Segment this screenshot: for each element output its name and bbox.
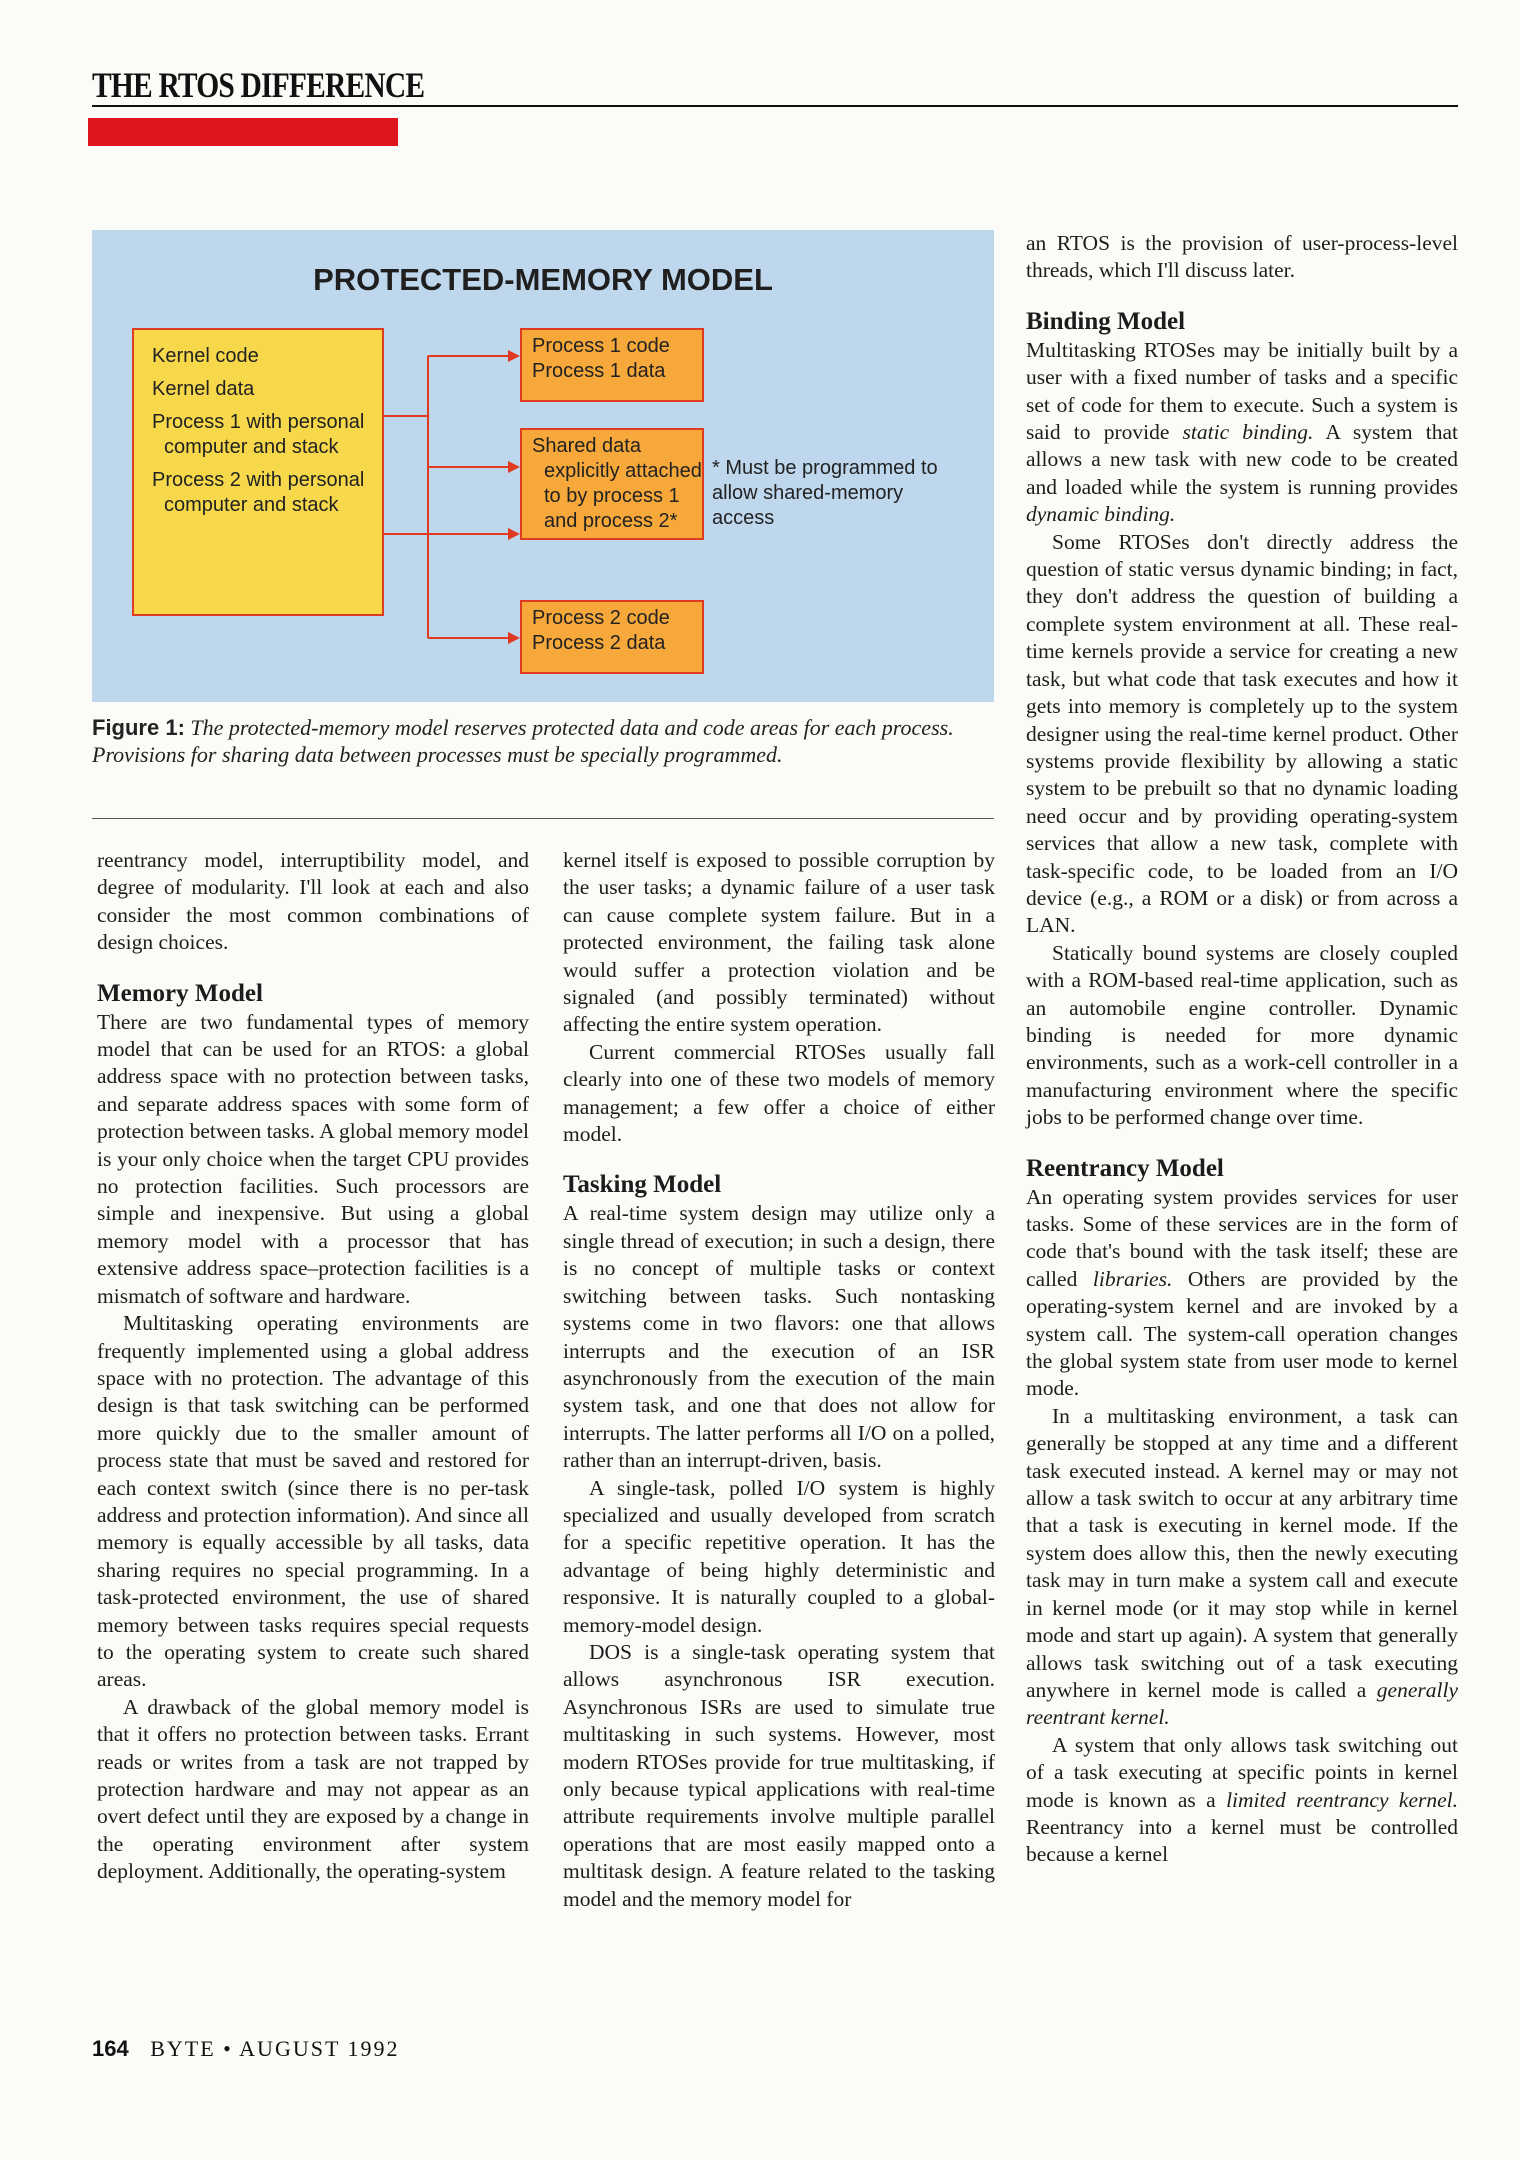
process2-box xyxy=(520,600,704,674)
paragraph: Current commercial RTOSes usually fall clearly into one of these two models of memory management; a few offer a choice of either model. xyxy=(563,1039,995,1147)
process2-stack-label: Process 2 with personal computer and stack xyxy=(152,469,365,516)
kernel-memory-box xyxy=(132,328,384,616)
issue-date: AUGUST 1992 xyxy=(239,2036,400,2061)
arrowhead-process2 xyxy=(508,632,520,644)
process1-stack-label: Process 1 with personal computer and stack xyxy=(152,411,365,458)
magazine-name: BYTE xyxy=(150,2036,216,2061)
paragraph: In a multitasking environment, a task can generally be stopped at any time and a different task executed instead. A kernel may or may not allow a task switch to occur at any arbitrary time that a task is executing in kernel mode. If the system does allow this, then the newly executing task may in turn make a system call and execute in kernel mode (or it may stop while in kernel mode and start up again). A system that generally allows task switching out of a task executing anywhere in kernel mode is called a generally reentrant kernel. xyxy=(1026,1403,1458,1730)
process1-code-label: Process 1 code xyxy=(532,335,670,357)
process1-box xyxy=(520,328,704,402)
paragraph: DOS is a single-task operating system that allows asynchronous ISR execution. Asynchronous ISRs are used to simulate true multitasking in such systems. However, most modern RTOSes provide for true multitasking, if only because typical applications with real-time attribute requirements involve multiple parallel operations that are most easily mapped onto a multitask design. A feature related to the tasking model and the memory model for xyxy=(563,1639,995,1911)
paragraph: A system that only allows task switching out of a task executing at specific points in kernel mode is known as a limited reentrancy kernel. Reentrancy into a kernel must be controlled because a kernel xyxy=(1026,1732,1458,1867)
column-2 xyxy=(563,847,995,1913)
shared-data-box xyxy=(520,428,704,540)
caption-rule xyxy=(92,818,994,819)
process2-data-label: Process 2 data xyxy=(532,632,666,654)
paragraph: A real-time system design may utilize only a single thread of execution; in such a design, there is no concept of multiple tasks or context switching between tasks. Such nontasking systems come in two flavors: one that allows interrupts and the execution of an ISR asynchronously from the execution of the main system task, and one that does not allow for interrupts. The latter performs all I/O on a polled, rather than an interrupt-driven, basis. xyxy=(563,1201,995,1473)
arrowhead-shared xyxy=(508,461,520,473)
paragraph: Multitasking RTOSes may be initially built by a user with a fixed number of tasks and a specific set of code for them to execute. Such a system is said to provide static binding. A system that allows a new task with new code to be created and loaded while the system is running provides dynamic binding. xyxy=(1026,337,1458,527)
footer-separator: • xyxy=(223,2036,233,2061)
paragraph: A single-task, polled I/O system is highly specialized and usually developed from scratch for a specific repetitive operation. It has the advantage of being highly deterministic and responsive. It is naturally coupled to a global-memory-model design. xyxy=(563,1475,995,1637)
heading-reentrancy-model: Reentrancy Model xyxy=(1026,1154,1224,1182)
paragraph: an RTOS is the provision of user-process-level threads, which I'll discuss later. xyxy=(1026,231,1458,283)
figure-protected-memory-model xyxy=(92,230,994,702)
page-footer xyxy=(92,2036,400,2062)
paragraph: An operating system provides services for user tasks. Some of these services are in the form of code that's bound with the task itself; these are called libraries. Others are provided by the operating-system kernel and are invoked by a system call. The system-call operation changes the global system state from user mode to kernel mode. xyxy=(1026,1184,1458,1401)
shared-data-description: explicitly attached to by process 1 and process 2* xyxy=(544,460,702,532)
kernel-code-label: Kernel code xyxy=(152,345,259,367)
column-3 xyxy=(1026,230,1458,1869)
heading-memory-model: Memory Model xyxy=(97,979,263,1007)
caption-text: The protected-memory model reserves protected data and code areas for each process. Provisions for sharing data between processes must be specially programmed. xyxy=(92,715,954,767)
figure-footnote: * Must be programmed to allow shared-memory access xyxy=(712,457,938,529)
figure-caption xyxy=(92,714,992,768)
caption-label: Figure 1: xyxy=(92,715,185,740)
section-accent-bar xyxy=(88,118,398,146)
paragraph: Some RTOSes don't directly address the question of static versus dynamic binding; in fact, they don't address the question of building a complete system environment at all. These real-time kernels provide a service for creating a new task, but what code that task executes and how it gets into memory is completely up to the system designer using the real-time kernel product. Other systems provide flexibility by allowing a static system to be prebuilt so that no dynamic loading need occur and by providing operating-system services that allow a new task, complete with task-specific code, to be loaded from an I/O device (e.g., a ROM or a disk) or from across a LAN. xyxy=(1026,529,1458,938)
section-title: THE RTOS DIFFERENCE xyxy=(92,65,425,105)
header-rule xyxy=(92,105,1458,107)
process1-data-label: Process 1 data xyxy=(532,360,666,382)
kernel-data-label: Kernel data xyxy=(152,378,255,400)
arrowhead-process1 xyxy=(508,350,520,362)
page-number: 164 xyxy=(92,2036,129,2061)
heading-binding-model: Binding Model xyxy=(1026,307,1186,335)
column-1 xyxy=(97,847,529,1886)
heading-tasking-model: Tasking Model xyxy=(563,1171,722,1199)
arrowhead-shared-2 xyxy=(508,528,520,540)
paragraph: There are two fundamental types of memory model that can be used for an RTOS: a global address space with no protection between tasks, and separate address spaces with some form of protection between tasks. A global memory model is your only choice when the target CPU provides no protection facilities. Such processors are simple and inexpensive. But using a global memory model with a processor that has extensive address space–protection facilities is a mismatch of software and hardware. xyxy=(97,1009,529,1308)
figure-title: PROTECTED-MEMORY MODEL xyxy=(313,262,773,297)
paragraph: A drawback of the global memory model is that it offers no protection between tasks. Errant reads or writes from a task are not trapped by protection hardware and may not appear as an overt defect until they are exposed by a change in the operating environment after system deployment. Additionally, the operating-system xyxy=(97,1694,529,1884)
process2-code-label: Process 2 code xyxy=(532,607,670,629)
paragraph: reentrancy model, interruptibility model, and degree of modularity. I'll look at each and also consider the most common combinations of design choices. xyxy=(97,848,529,955)
shared-data-label: Shared data xyxy=(532,435,641,457)
paragraph: Statically bound systems are closely coupled with a ROM-based real-time application, such as an automobile engine controller. Dynamic binding is needed for more dynamic environments, such as a work-cell controller in a manufacturing environment where the specific jobs to be performed change over time. xyxy=(1026,940,1458,1130)
paragraph: Multitasking operating environments are frequently implemented using a global address space with no protection. The advantage of this design is that task switching can be performed more quickly due to the smaller amount of process state that must be saved and restored for each context switch (since there is no per-task address and protection information). And since all memory is equally accessible by all tasks, data sharing requires no special programming. In a task-protected environment, the use of shared memory between tasks requires special requests to the operating system to create such shared areas. xyxy=(97,1311,529,1692)
paragraph: kernel itself is exposed to possible corruption by the user tasks; a dynamic failure of a user task can cause complete system failure. But in a protected environment, the failing task alone would suffer a protection violation and be signaled (and possibly terminated) without affecting the entire system operation. xyxy=(563,848,995,1037)
